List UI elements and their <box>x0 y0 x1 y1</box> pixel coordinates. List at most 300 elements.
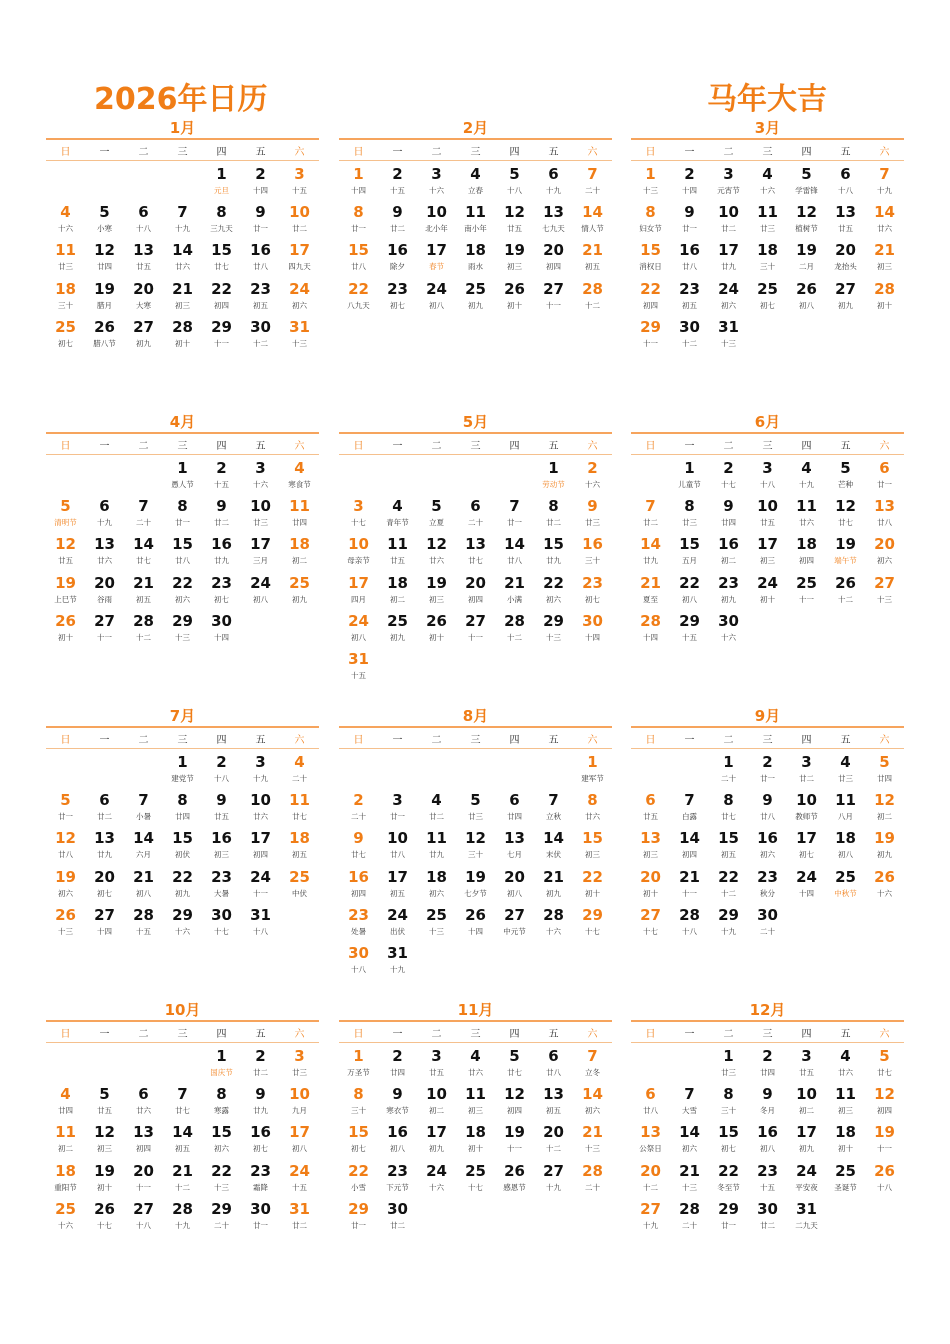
day-cell[interactable] <box>748 164 787 202</box>
day-cell[interactable] <box>573 573 612 611</box>
day-cell[interactable] <box>865 534 904 572</box>
day-cell[interactable] <box>631 1084 670 1122</box>
day-cell[interactable] <box>709 1084 748 1122</box>
day-cell[interactable] <box>339 1122 378 1160</box>
day-cell[interactable] <box>280 752 319 790</box>
day-cell[interactable] <box>865 1161 904 1199</box>
day-cell[interactable] <box>456 164 495 202</box>
day-cell[interactable] <box>748 790 787 828</box>
day-cell[interactable] <box>826 240 865 278</box>
day-cell[interactable] <box>534 611 573 649</box>
day-cell[interactable] <box>709 828 748 866</box>
day-cell[interactable] <box>241 1161 280 1199</box>
day-cell[interactable] <box>202 752 241 790</box>
day-cell[interactable] <box>85 611 124 649</box>
day-cell[interactable] <box>495 905 534 943</box>
day-cell[interactable] <box>670 573 709 611</box>
day-cell[interactable] <box>670 240 709 278</box>
day-cell[interactable] <box>573 867 612 905</box>
day-cell[interactable] <box>241 1046 280 1084</box>
day-cell[interactable] <box>417 164 456 202</box>
day-cell[interactable] <box>534 164 573 202</box>
day-cell[interactable] <box>378 867 417 905</box>
day-cell[interactable] <box>495 1084 534 1122</box>
day-cell[interactable] <box>534 905 573 943</box>
day-cell[interactable] <box>826 790 865 828</box>
day-cell[interactable] <box>124 867 163 905</box>
day-cell[interactable] <box>339 1161 378 1199</box>
day-cell[interactable] <box>339 240 378 278</box>
day-cell[interactable] <box>163 240 202 278</box>
day-cell[interactable] <box>124 1199 163 1237</box>
day-cell[interactable] <box>787 752 826 790</box>
day-cell[interactable] <box>865 1084 904 1122</box>
day-cell[interactable] <box>241 240 280 278</box>
day-cell[interactable] <box>280 828 319 866</box>
day-cell[interactable] <box>826 1084 865 1122</box>
day-cell[interactable] <box>417 202 456 240</box>
day-cell[interactable] <box>826 1122 865 1160</box>
day-cell[interactable] <box>670 867 709 905</box>
day-cell[interactable] <box>241 534 280 572</box>
day-cell[interactable] <box>826 534 865 572</box>
day-cell[interactable] <box>280 790 319 828</box>
day-cell[interactable] <box>631 905 670 943</box>
day-cell[interactable] <box>124 905 163 943</box>
day-cell[interactable] <box>417 1122 456 1160</box>
day-cell[interactable] <box>534 1122 573 1160</box>
day-cell[interactable] <box>865 496 904 534</box>
day-cell[interactable] <box>670 1199 709 1237</box>
day-cell[interactable] <box>163 828 202 866</box>
day-cell[interactable] <box>163 458 202 496</box>
day-cell[interactable] <box>534 202 573 240</box>
day-cell[interactable] <box>124 240 163 278</box>
day-cell[interactable] <box>339 279 378 317</box>
day-cell[interactable] <box>163 573 202 611</box>
day-cell[interactable] <box>456 1161 495 1199</box>
day-cell[interactable] <box>417 240 456 278</box>
day-cell[interactable] <box>865 1046 904 1084</box>
day-cell[interactable] <box>670 790 709 828</box>
day-cell[interactable] <box>709 573 748 611</box>
day-cell[interactable] <box>417 905 456 943</box>
day-cell[interactable] <box>456 573 495 611</box>
day-cell[interactable] <box>46 790 85 828</box>
day-cell[interactable] <box>85 828 124 866</box>
day-cell[interactable] <box>85 573 124 611</box>
day-cell[interactable] <box>417 828 456 866</box>
day-cell[interactable] <box>631 202 670 240</box>
day-cell[interactable] <box>670 317 709 355</box>
day-cell[interactable] <box>241 905 280 943</box>
day-cell[interactable] <box>573 790 612 828</box>
day-cell[interactable] <box>339 611 378 649</box>
day-cell[interactable] <box>280 867 319 905</box>
day-cell[interactable] <box>495 1046 534 1084</box>
day-cell[interactable] <box>748 828 787 866</box>
day-cell[interactable] <box>573 611 612 649</box>
day-cell[interactable] <box>124 1161 163 1199</box>
day-cell[interactable] <box>124 1122 163 1160</box>
day-cell[interactable] <box>163 1084 202 1122</box>
day-cell[interactable] <box>124 1084 163 1122</box>
day-cell[interactable] <box>573 496 612 534</box>
day-cell[interactable] <box>280 279 319 317</box>
day-cell[interactable] <box>456 496 495 534</box>
day-cell[interactable] <box>670 534 709 572</box>
day-cell[interactable] <box>85 317 124 355</box>
day-cell[interactable] <box>787 867 826 905</box>
day-cell[interactable] <box>124 573 163 611</box>
day-cell[interactable] <box>378 164 417 202</box>
day-cell[interactable] <box>456 1046 495 1084</box>
day-cell[interactable] <box>456 867 495 905</box>
day-cell[interactable] <box>339 828 378 866</box>
day-cell[interactable] <box>241 867 280 905</box>
day-cell[interactable] <box>709 905 748 943</box>
day-cell[interactable] <box>787 790 826 828</box>
day-cell[interactable] <box>46 1122 85 1160</box>
day-cell[interactable] <box>85 1161 124 1199</box>
day-cell[interactable] <box>378 202 417 240</box>
day-cell[interactable] <box>631 534 670 572</box>
day-cell[interactable] <box>85 279 124 317</box>
day-cell[interactable] <box>280 534 319 572</box>
day-cell[interactable] <box>495 867 534 905</box>
day-cell[interactable] <box>163 279 202 317</box>
day-cell[interactable] <box>787 458 826 496</box>
day-cell[interactable] <box>534 573 573 611</box>
day-cell[interactable] <box>456 1084 495 1122</box>
day-cell[interactable] <box>748 867 787 905</box>
day-cell[interactable] <box>573 164 612 202</box>
day-cell[interactable] <box>85 202 124 240</box>
day-cell[interactable] <box>417 496 456 534</box>
day-cell[interactable] <box>202 790 241 828</box>
day-cell[interactable] <box>709 240 748 278</box>
day-cell[interactable] <box>124 790 163 828</box>
day-cell[interactable] <box>709 1046 748 1084</box>
day-cell[interactable] <box>417 1084 456 1122</box>
day-cell[interactable] <box>241 790 280 828</box>
day-cell[interactable] <box>163 1199 202 1237</box>
day-cell[interactable] <box>241 1122 280 1160</box>
day-cell[interactable] <box>709 534 748 572</box>
day-cell[interactable] <box>495 164 534 202</box>
day-cell[interactable] <box>241 1084 280 1122</box>
day-cell[interactable] <box>865 279 904 317</box>
day-cell[interactable] <box>417 790 456 828</box>
day-cell[interactable] <box>573 202 612 240</box>
day-cell[interactable] <box>748 752 787 790</box>
day-cell[interactable] <box>709 164 748 202</box>
day-cell[interactable] <box>280 317 319 355</box>
day-cell[interactable] <box>163 752 202 790</box>
day-cell[interactable] <box>339 164 378 202</box>
day-cell[interactable] <box>417 611 456 649</box>
day-cell[interactable] <box>670 458 709 496</box>
day-cell[interactable] <box>339 943 378 981</box>
day-cell[interactable] <box>748 1199 787 1237</box>
day-cell[interactable] <box>280 202 319 240</box>
day-cell[interactable] <box>280 164 319 202</box>
day-cell[interactable] <box>163 905 202 943</box>
day-cell[interactable] <box>378 828 417 866</box>
day-cell[interactable] <box>865 573 904 611</box>
day-cell[interactable] <box>46 496 85 534</box>
day-cell[interactable] <box>46 611 85 649</box>
day-cell[interactable] <box>46 867 85 905</box>
day-cell[interactable] <box>787 279 826 317</box>
day-cell[interactable] <box>124 534 163 572</box>
day-cell[interactable] <box>202 905 241 943</box>
day-cell[interactable] <box>202 1122 241 1160</box>
day-cell[interactable] <box>826 573 865 611</box>
day-cell[interactable] <box>787 496 826 534</box>
day-cell[interactable] <box>573 279 612 317</box>
day-cell[interactable] <box>378 1122 417 1160</box>
day-cell[interactable] <box>124 496 163 534</box>
day-cell[interactable] <box>163 317 202 355</box>
day-cell[interactable] <box>85 240 124 278</box>
day-cell[interactable] <box>456 1122 495 1160</box>
day-cell[interactable] <box>670 828 709 866</box>
day-cell[interactable] <box>241 279 280 317</box>
day-cell[interactable] <box>826 202 865 240</box>
day-cell[interactable] <box>748 496 787 534</box>
day-cell[interactable] <box>339 573 378 611</box>
day-cell[interactable] <box>456 905 495 943</box>
day-cell[interactable] <box>573 534 612 572</box>
day-cell[interactable] <box>748 1046 787 1084</box>
day-cell[interactable] <box>378 943 417 981</box>
day-cell[interactable] <box>241 202 280 240</box>
day-cell[interactable] <box>417 534 456 572</box>
day-cell[interactable] <box>163 202 202 240</box>
day-cell[interactable] <box>46 1084 85 1122</box>
day-cell[interactable] <box>163 1122 202 1160</box>
day-cell[interactable] <box>202 458 241 496</box>
day-cell[interactable] <box>495 279 534 317</box>
day-cell[interactable] <box>670 905 709 943</box>
day-cell[interactable] <box>748 202 787 240</box>
day-cell[interactable] <box>456 790 495 828</box>
day-cell[interactable] <box>85 1122 124 1160</box>
day-cell[interactable] <box>534 458 573 496</box>
day-cell[interactable] <box>339 1084 378 1122</box>
day-cell[interactable] <box>631 279 670 317</box>
day-cell[interactable] <box>339 905 378 943</box>
day-cell[interactable] <box>787 1046 826 1084</box>
day-cell[interactable] <box>417 279 456 317</box>
day-cell[interactable] <box>670 496 709 534</box>
day-cell[interactable] <box>202 611 241 649</box>
day-cell[interactable] <box>787 202 826 240</box>
day-cell[interactable] <box>241 496 280 534</box>
day-cell[interactable] <box>748 240 787 278</box>
day-cell[interactable] <box>631 164 670 202</box>
day-cell[interactable] <box>865 752 904 790</box>
day-cell[interactable] <box>378 534 417 572</box>
day-cell[interactable] <box>495 573 534 611</box>
day-cell[interactable] <box>573 1161 612 1199</box>
day-cell[interactable] <box>378 1046 417 1084</box>
day-cell[interactable] <box>202 240 241 278</box>
day-cell[interactable] <box>241 1199 280 1237</box>
day-cell[interactable] <box>495 828 534 866</box>
day-cell[interactable] <box>378 240 417 278</box>
day-cell[interactable] <box>865 828 904 866</box>
day-cell[interactable] <box>378 1199 417 1237</box>
day-cell[interactable] <box>85 496 124 534</box>
day-cell[interactable] <box>339 867 378 905</box>
day-cell[interactable] <box>631 496 670 534</box>
day-cell[interactable] <box>787 1122 826 1160</box>
day-cell[interactable] <box>124 828 163 866</box>
day-cell[interactable] <box>826 752 865 790</box>
day-cell[interactable] <box>631 317 670 355</box>
day-cell[interactable] <box>709 496 748 534</box>
day-cell[interactable] <box>280 1046 319 1084</box>
day-cell[interactable] <box>709 1161 748 1199</box>
day-cell[interactable] <box>46 573 85 611</box>
day-cell[interactable] <box>787 534 826 572</box>
day-cell[interactable] <box>495 790 534 828</box>
day-cell[interactable] <box>124 202 163 240</box>
day-cell[interactable] <box>280 1084 319 1122</box>
day-cell[interactable] <box>202 828 241 866</box>
day-cell[interactable] <box>534 1084 573 1122</box>
day-cell[interactable] <box>202 1161 241 1199</box>
day-cell[interactable] <box>417 867 456 905</box>
day-cell[interactable] <box>202 164 241 202</box>
day-cell[interactable] <box>534 279 573 317</box>
day-cell[interactable] <box>495 496 534 534</box>
day-cell[interactable] <box>631 1199 670 1237</box>
day-cell[interactable] <box>202 1199 241 1237</box>
day-cell[interactable] <box>709 867 748 905</box>
day-cell[interactable] <box>163 496 202 534</box>
day-cell[interactable] <box>709 790 748 828</box>
day-cell[interactable] <box>748 534 787 572</box>
day-cell[interactable] <box>573 458 612 496</box>
day-cell[interactable] <box>787 240 826 278</box>
day-cell[interactable] <box>495 1161 534 1199</box>
day-cell[interactable] <box>709 752 748 790</box>
day-cell[interactable] <box>631 828 670 866</box>
day-cell[interactable] <box>573 1122 612 1160</box>
day-cell[interactable] <box>241 164 280 202</box>
day-cell[interactable] <box>163 790 202 828</box>
day-cell[interactable] <box>46 828 85 866</box>
day-cell[interactable] <box>456 202 495 240</box>
day-cell[interactable] <box>202 1084 241 1122</box>
day-cell[interactable] <box>670 1161 709 1199</box>
day-cell[interactable] <box>573 1046 612 1084</box>
day-cell[interactable] <box>865 240 904 278</box>
day-cell[interactable] <box>46 534 85 572</box>
day-cell[interactable] <box>85 1084 124 1122</box>
day-cell[interactable] <box>378 279 417 317</box>
day-cell[interactable] <box>573 240 612 278</box>
day-cell[interactable] <box>202 279 241 317</box>
day-cell[interactable] <box>280 1161 319 1199</box>
day-cell[interactable] <box>787 828 826 866</box>
day-cell[interactable] <box>163 611 202 649</box>
day-cell[interactable] <box>748 573 787 611</box>
day-cell[interactable] <box>670 202 709 240</box>
day-cell[interactable] <box>202 573 241 611</box>
day-cell[interactable] <box>456 828 495 866</box>
day-cell[interactable] <box>241 317 280 355</box>
day-cell[interactable] <box>378 1084 417 1122</box>
day-cell[interactable] <box>46 1161 85 1199</box>
day-cell[interactable] <box>631 790 670 828</box>
day-cell[interactable] <box>826 458 865 496</box>
day-cell[interactable] <box>670 611 709 649</box>
day-cell[interactable] <box>709 317 748 355</box>
day-cell[interactable] <box>417 573 456 611</box>
day-cell[interactable] <box>631 240 670 278</box>
day-cell[interactable] <box>748 1161 787 1199</box>
day-cell[interactable] <box>46 202 85 240</box>
day-cell[interactable] <box>534 828 573 866</box>
day-cell[interactable] <box>46 317 85 355</box>
day-cell[interactable] <box>709 458 748 496</box>
day-cell[interactable] <box>85 867 124 905</box>
day-cell[interactable] <box>280 1122 319 1160</box>
day-cell[interactable] <box>670 1122 709 1160</box>
day-cell[interactable] <box>787 164 826 202</box>
day-cell[interactable] <box>748 1122 787 1160</box>
day-cell[interactable] <box>534 790 573 828</box>
day-cell[interactable] <box>202 317 241 355</box>
day-cell[interactable] <box>573 752 612 790</box>
day-cell[interactable] <box>378 573 417 611</box>
day-cell[interactable] <box>46 240 85 278</box>
day-cell[interactable] <box>573 1084 612 1122</box>
day-cell[interactable] <box>85 534 124 572</box>
day-cell[interactable] <box>124 611 163 649</box>
day-cell[interactable] <box>124 279 163 317</box>
day-cell[interactable] <box>339 1046 378 1084</box>
day-cell[interactable] <box>826 828 865 866</box>
day-cell[interactable] <box>202 202 241 240</box>
day-cell[interactable] <box>495 611 534 649</box>
day-cell[interactable] <box>534 1161 573 1199</box>
day-cell[interactable] <box>417 1161 456 1199</box>
day-cell[interactable] <box>748 905 787 943</box>
day-cell[interactable] <box>280 458 319 496</box>
day-cell[interactable] <box>241 828 280 866</box>
day-cell[interactable] <box>826 867 865 905</box>
day-cell[interactable] <box>163 1161 202 1199</box>
day-cell[interactable] <box>534 534 573 572</box>
day-cell[interactable] <box>241 573 280 611</box>
day-cell[interactable] <box>709 202 748 240</box>
day-cell[interactable] <box>670 164 709 202</box>
day-cell[interactable] <box>534 867 573 905</box>
day-cell[interactable] <box>573 828 612 866</box>
day-cell[interactable] <box>670 279 709 317</box>
day-cell[interactable] <box>85 1199 124 1237</box>
day-cell[interactable] <box>787 1084 826 1122</box>
day-cell[interactable] <box>339 202 378 240</box>
day-cell[interactable] <box>202 867 241 905</box>
day-cell[interactable] <box>417 1046 456 1084</box>
day-cell[interactable] <box>280 1199 319 1237</box>
